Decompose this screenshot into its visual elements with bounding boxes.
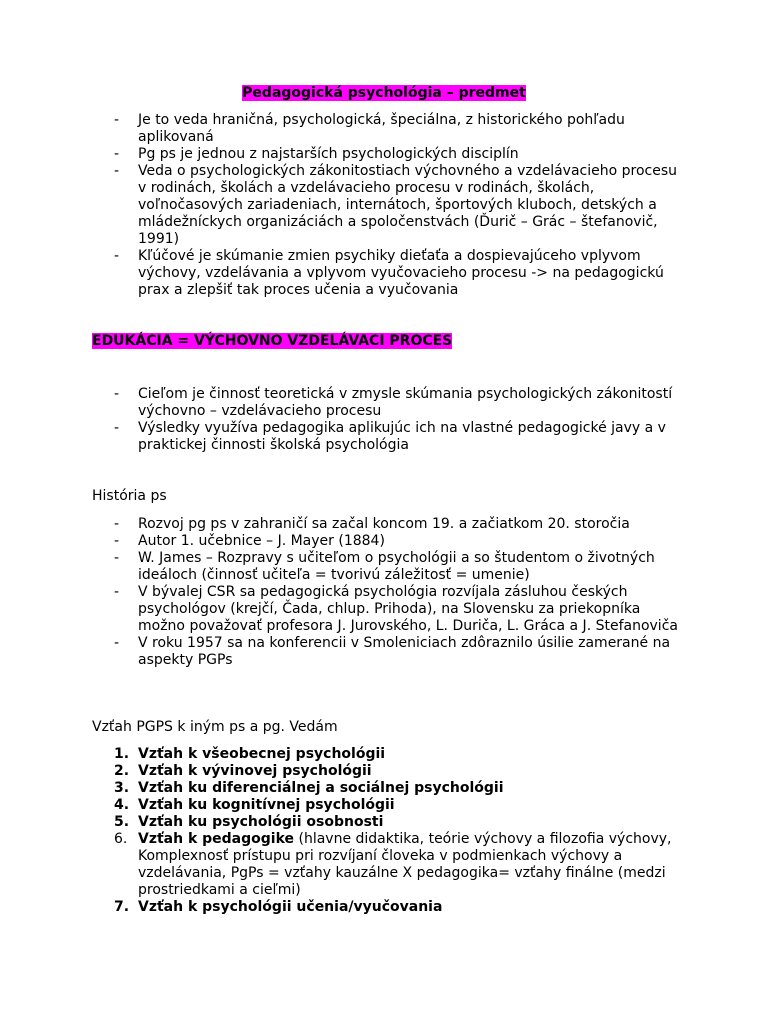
list-item: - Cieľom je činnosť teoretická v zmysle skúmania psychologických zákonitostí výchovno – vzdelávacieho procesu: [114, 386, 673, 419]
list-item: - Kľúčové je skúmanie zmien psychiky dieťaťa a dospievajúceho vplyvom výchovy, vzdelávania a vplyvom vyučovacieho procesu -> na pedagogickú prax a zlepšiť tak proces učenia a vyučovania: [114, 248, 664, 298]
list-item: 5. Vzťah ku psychológii osobnosti: [114, 814, 384, 830]
list-item: - W. James – Rozpravy s učiteľom o psychológii a so študentom o životných ideáloch (činnosť učiteľa = tvorivú záležitosť = umenie): [114, 550, 655, 583]
list-item: - V roku 1957 sa na konferencii v Smoleniciach zdôraznilo úsilie zamerané na aspekty PGPs: [114, 635, 671, 668]
list-item: - Autor 1. učebnice – J. Mayer (1884): [114, 533, 385, 549]
historia-heading: História ps: [92, 488, 167, 504]
vztah-heading: Vzťah PGPS k iným ps a pg. Vedám: [92, 719, 338, 735]
historia-list: [0, 516, 768, 669]
list-item: 1. Vzťah k všeobecnej psychológii: [114, 746, 386, 762]
list-item: - V bývalej CSR sa pedagogická psychológia rozvíjala zásluhou českých psychológov (krejčí, Čada, chlup. Prihoda), na Slovensku za priekopníka možno považovať profesora J. Jurovského, L. Duriča, L. Gráca a J. Stefanoviča: [114, 584, 678, 634]
list-item: - Je to veda hraničná, psychologická, špeciálna, z historického pohľadu aplikovaná: [114, 112, 625, 145]
list-item: 7. Vzťah k psychológii učenia/vyučovania: [114, 899, 443, 915]
edukacia-heading: EDUKÁCIA = VÝCHOVNO VZDELÁVACI PROCES: [92, 333, 453, 349]
list-item: - Veda o psychologických zákonitostiach výchovného a vzdelávacieho procesu v rodinách, školách a vzdelávacieho procesu v rodinách, školách, voľnočasových zariadeniach, internátoch, športových kluboch, detských a mládežníckych organizáciách a spoločenstvách (Ďurič – Grác – štefanovič, 1991): [114, 163, 677, 247]
list-item: - Rozvoj pg ps v zahraničí sa začal koncom 19. a začiatkom 20. storočia: [114, 516, 630, 532]
section1-list: [0, 112, 768, 299]
list-item: - Pg ps je jednou z najstarších psychologických disciplín: [114, 146, 519, 162]
list-item: 3. Vzťah ku diferenciálnej a sociálnej psychológii: [114, 780, 504, 796]
list-item: - Výsledky využíva pedagogika aplikujúc ich na vlastné pedagogické javy a v praktickej činnosti školská psychológia: [114, 420, 666, 453]
edukacia-list: [0, 386, 768, 454]
list-item: 2. Vzťah k vývinovej psychológii: [114, 763, 372, 779]
document-title: [0, 85, 768, 102]
list-item: 4. Vzťah ku kognitívnej psychológii: [114, 797, 395, 813]
list-item: 6. Vzťah k pedagogike (hlavne didaktika, teórie výchovy a filozofia výchovy,: [114, 831, 672, 847]
title-highlight: Pedagogická psychológia – predmet: [242, 85, 526, 101]
list-item-continuation: Komplexnosť prístupu pri rozvíjaní človeka v podmienkach výchovy a vzdelávania, PgPs = vzťahy kauzálne X pedagogika= vzťahy finálne (medzi prostriedkami a cieľmi): [138, 848, 666, 898]
vztah-list: [0, 746, 768, 916]
